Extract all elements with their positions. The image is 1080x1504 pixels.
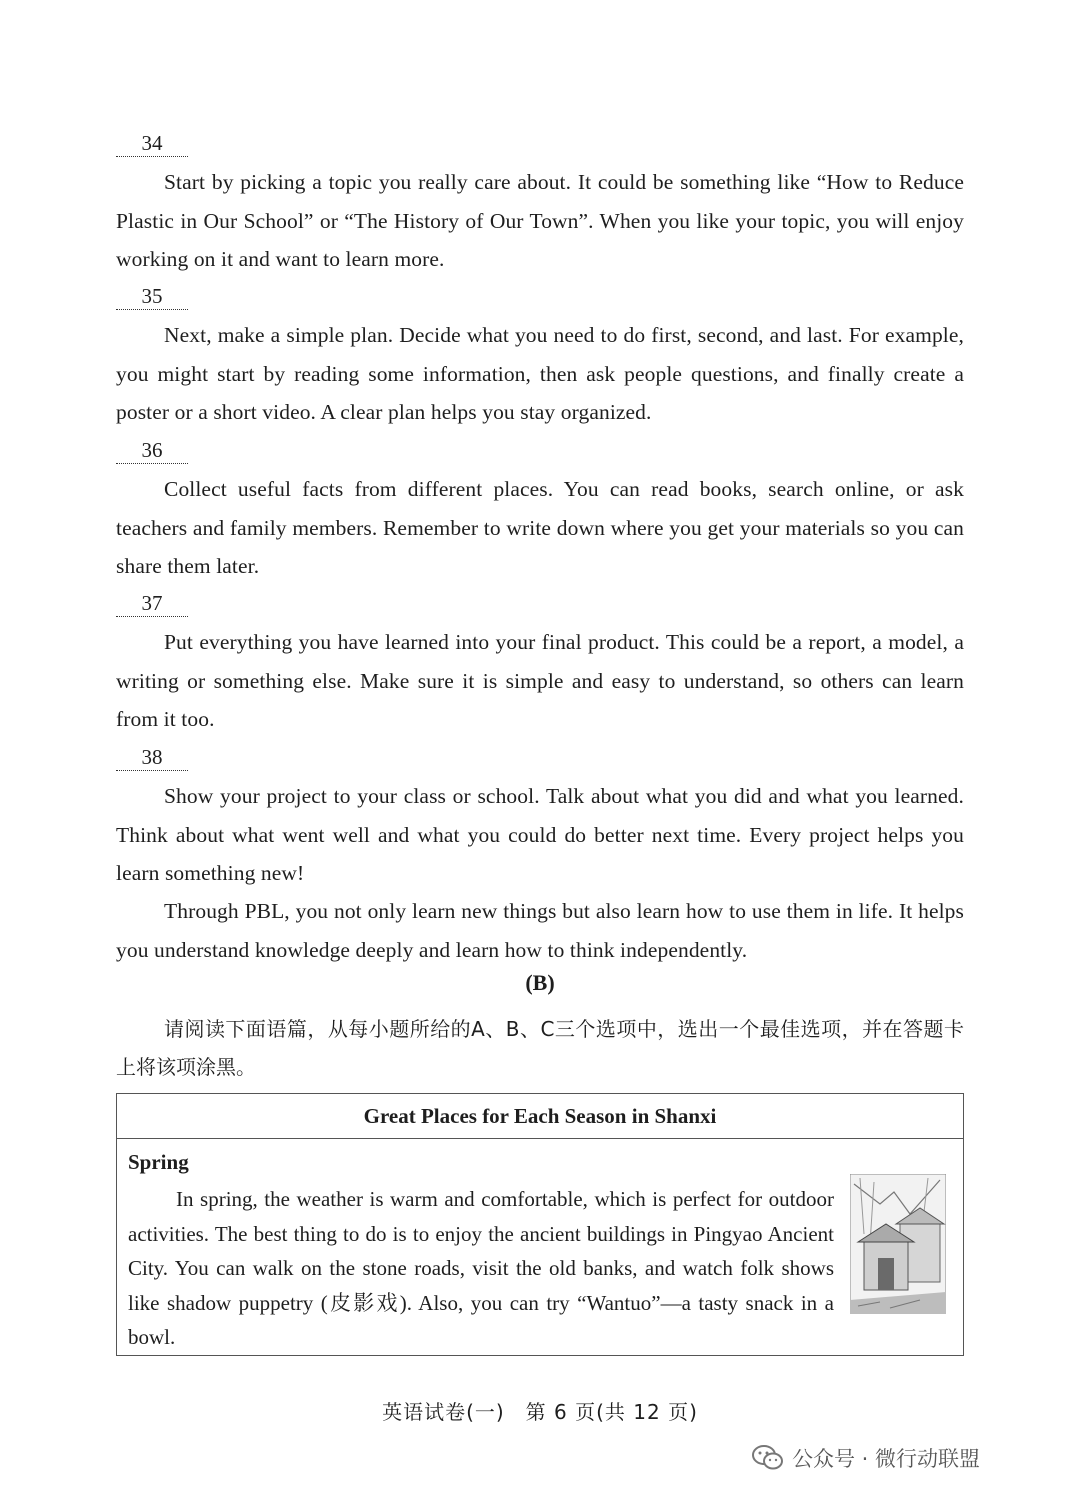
wechat-icon [752, 1444, 784, 1472]
paragraph-34: Start by picking a topic you really care about. It could be something like “How to Reduce Plastic in Our School” or “The History of Our Town”. When you like your topic, you will enjoy working on it and want to learn more. [116, 170, 964, 271]
watermark-text: 公众号 · 微行动联盟 [792, 1447, 981, 1471]
blank-34: 34 [116, 130, 188, 157]
paragraph-37: Put everything you have learned into your final product. This could be a report, a model, a writing or something else. Make sure it is simple and easy to understand, so others can learn from it too. [116, 630, 964, 731]
watermark [752, 1440, 980, 1476]
blank-36: 36 [116, 437, 188, 464]
blank-37: 37 [116, 590, 188, 617]
conclusion-paragraph: Through PBL, you not only learn new things but also learn how to use them in life. It helps you understand knowledge deeply and learn how to think independently. [116, 899, 964, 962]
paragraph-38: Show your project to your class or school. Talk about what you did and what you learned. Think about what went well and what you could do better next time. Every project helps you learn something new! [116, 784, 964, 885]
blank-35: 35 [116, 283, 188, 310]
ancient-building-illustration-icon [850, 1174, 946, 1314]
paragraph-36: Collect useful facts from different places. You can read books, search online, or ask teachers and family members. Remember to write down where you get your materials so you can share them later. [116, 477, 964, 578]
box-title: Great Places for Each Season in Shanxi [117, 1094, 963, 1139]
season-heading: Spring [128, 1150, 189, 1174]
part-b-heading: (B) [525, 970, 555, 995]
reading-box [116, 1093, 964, 1356]
paragraph-35: Next, make a simple plan. Decide what you need to do first, second, and last. For example, you might start by reading some information, then ask people questions, and finally create a poster or a short video. A clear plan helps you stay organized. [116, 323, 964, 424]
part-b-instruction: 请阅读下面语篇，从每小题所给的A、B、C三个选项中，选出一个最佳选项，并在答题卡上将该项涂黑。 [116, 1017, 964, 1079]
page-footer: 英语试卷(一) 第 6 页(共 12 页) [382, 1400, 698, 1424]
blank-38: 38 [116, 744, 188, 771]
spring-paragraph: In spring, the weather is warm and comfortable, which is perfect for outdoor activities. The best thing to do is to enjoy the ancient buildings in Pingyao Ancient City. You can walk on the stone roads, visit the old banks, and watch folk shows like shadow puppetry (皮影戏). Also, you can try “Wantuo”—a tasty snack in a bowl. [128, 1187, 834, 1349]
